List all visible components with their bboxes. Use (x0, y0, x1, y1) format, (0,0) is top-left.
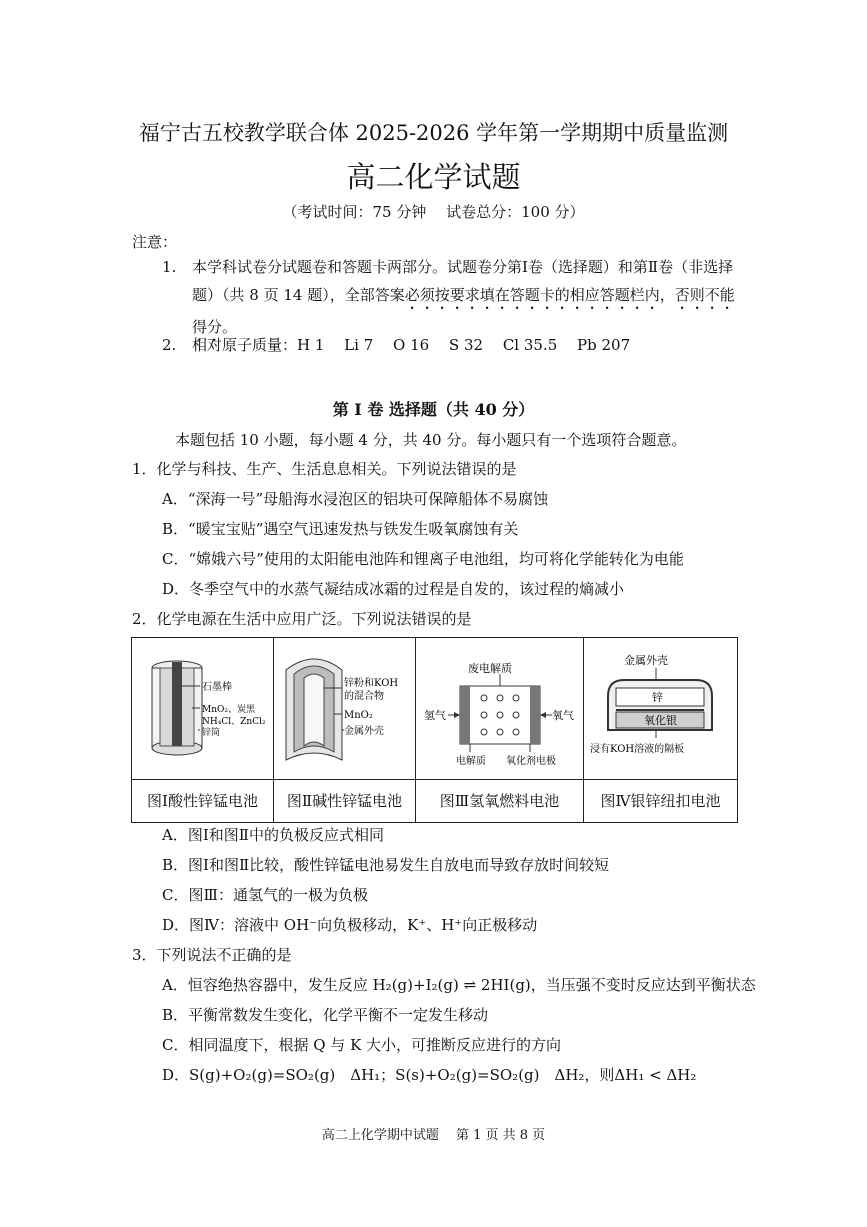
question-3-stem: 3．下列说法不正确的是 (132, 946, 292, 964)
question-2-option-b: B．图Ⅰ和图Ⅱ比较，酸性锌锰电池易发生自放电而导致存放时间较短 (162, 856, 610, 874)
figure-4-caption: 图Ⅳ银锌纽扣电池 (600, 792, 721, 810)
notice-item-1-number: 1. (162, 258, 177, 276)
notice-label: 注意： (132, 233, 178, 251)
figure-2-cell (274, 638, 416, 822)
question-3-option-c: C．相同温度下，根据 Q 与 K 大小，可推断反应进行的方向 (162, 1036, 562, 1054)
notice-item-1-emphasis: 必须按要求填在答题卡的相应答题栏内，否则不能得分 (192, 286, 735, 336)
fig4-label-zn: 锌 (652, 691, 663, 704)
fig3-label-elec: 电解质 (456, 756, 486, 767)
fig1-label-mix1: MnO₂、炭黑 (202, 705, 255, 715)
figure-4-cell (584, 638, 737, 822)
subject-title: 高二化学试题 (346, 160, 521, 194)
question-2-option-a: A．图Ⅰ和图Ⅱ中的负极反应式相同 (162, 826, 384, 844)
figure-3-cell (416, 638, 584, 822)
fig1-label-can: 锌筒 (202, 728, 221, 738)
fig3-label-o2: 氧气 (552, 709, 574, 722)
question-2-stem: 2．化学电源在生活中应用广泛。下列说法错误的是 (132, 610, 472, 628)
fig3-label-h2: 氢气 (424, 709, 446, 722)
fig2-label-mno2: MnO₂ (344, 710, 373, 721)
question-3-option-b: B．平衡常数发生变化，化学平衡不一定发生移动 (162, 1006, 489, 1024)
fig2-label-zn2: 的混合物 (344, 691, 384, 702)
section-instruction: 本题包括 10 小题，每小题 4 分，共 40 分。每小题只有一个选项符合题意。 (175, 431, 687, 449)
acid-zinc-manganese-battery-diagram (132, 638, 274, 779)
fig4-label-sep: 浸有KOH溶液的隔板 (590, 744, 685, 755)
figure-1-caption: 图Ⅰ酸性锌锰电池 (147, 792, 258, 810)
question-1-option-c: C．“嫦娥六号”使用的太阳能电池阵和锂离子电池组，均可将化学能转化为电能 (162, 550, 684, 568)
figure-3-caption: 图Ⅲ氢氧燃料电池 (439, 792, 560, 810)
question-1-option-d: D．冬季空气中的水蒸气凝结成冰霜的过程是自发的，该过程的熵减小 (162, 580, 625, 598)
school-title: 福宁古五校教学联合体 2025-2026 学年第一学期期中质量监测 (138, 121, 729, 145)
question-3-option-a: A．恒容绝热容器中，发生反应 H₂(g)+I₂(g) ⇌ 2HI(g)，当压强不变时反应达到平衡状态 (162, 976, 756, 994)
notice-item-2 (162, 331, 740, 359)
question-1-option-a: A．“深海一号”母船海水浸泡区的铝块可保障船体不易腐蚀 (162, 490, 549, 508)
fig3-label-waste: 废电解质 (468, 662, 512, 675)
question-1-option-b: B．“暖宝宝贴”遇空气迅速发热与铁发生吸氧腐蚀有关 (162, 520, 519, 538)
notice-item-1-text-b: 。 (222, 318, 238, 336)
notice-item-2-number: 2. (162, 336, 177, 354)
fig2-label-zn1: 锌粉和KOH (344, 678, 399, 689)
exam-info: （考试时间：75 分钟 试卷总分：100 分） (282, 203, 585, 221)
section-title: 第 I 卷 选择题（共 40 分） (332, 400, 535, 419)
silver-zinc-button-battery-diagram (584, 638, 737, 779)
notice-item-1-text-a: 本学科试卷分试题卷和答题卡两部分。试题卷分第Ⅰ卷（选择题）和第Ⅱ卷（非选择题）（共 8 页 14 题），全部答案 (192, 258, 734, 304)
fig1-label-rod: 石墨棒 (202, 682, 232, 693)
figure-1-cell (132, 638, 274, 822)
fig2-label-shell: 金属外壳 (344, 726, 384, 737)
figure-2-caption: 图Ⅱ碱性锌锰电池 (286, 792, 403, 810)
question-3-option-d: D．S(g)+O₂(g)=SO₂(g) ΔH₁；S(s)+O₂(g)=SO₂(g) ΔH₂，则ΔH₁ < ΔH₂ (162, 1066, 697, 1084)
fig1-label-mix2: NH₄Cl、ZnCl₂ (202, 717, 266, 727)
battery-figure-table (131, 637, 738, 823)
question-1-stem: 1．化学与科技、生产、生活息息相关。下列说法错误的是 (132, 460, 517, 478)
alkaline-zinc-manganese-battery-diagram (274, 638, 416, 779)
page-footer: 高二上化学期中试题 第 1 页 共 8 页 (321, 1128, 546, 1143)
fig4-label-ag2o: 氧化银 (644, 714, 677, 727)
question-2-option-c: C．图Ⅲ：通氢气的一极为负极 (162, 886, 368, 904)
fig3-label-plate: 氧化剂电极 (506, 756, 556, 767)
fig4-label-shell: 金属外壳 (624, 654, 668, 667)
notice-item-2-text: 相对原子质量：H 1 Li 7 O 16 S 32 Cl 35.5 Pb 207 (192, 336, 631, 354)
question-2-option-d: D．图Ⅳ：溶液中 OH⁻向负极移动，K⁺、H⁺向正极移动 (162, 916, 538, 934)
hydrogen-oxygen-fuel-cell-diagram (416, 638, 584, 779)
